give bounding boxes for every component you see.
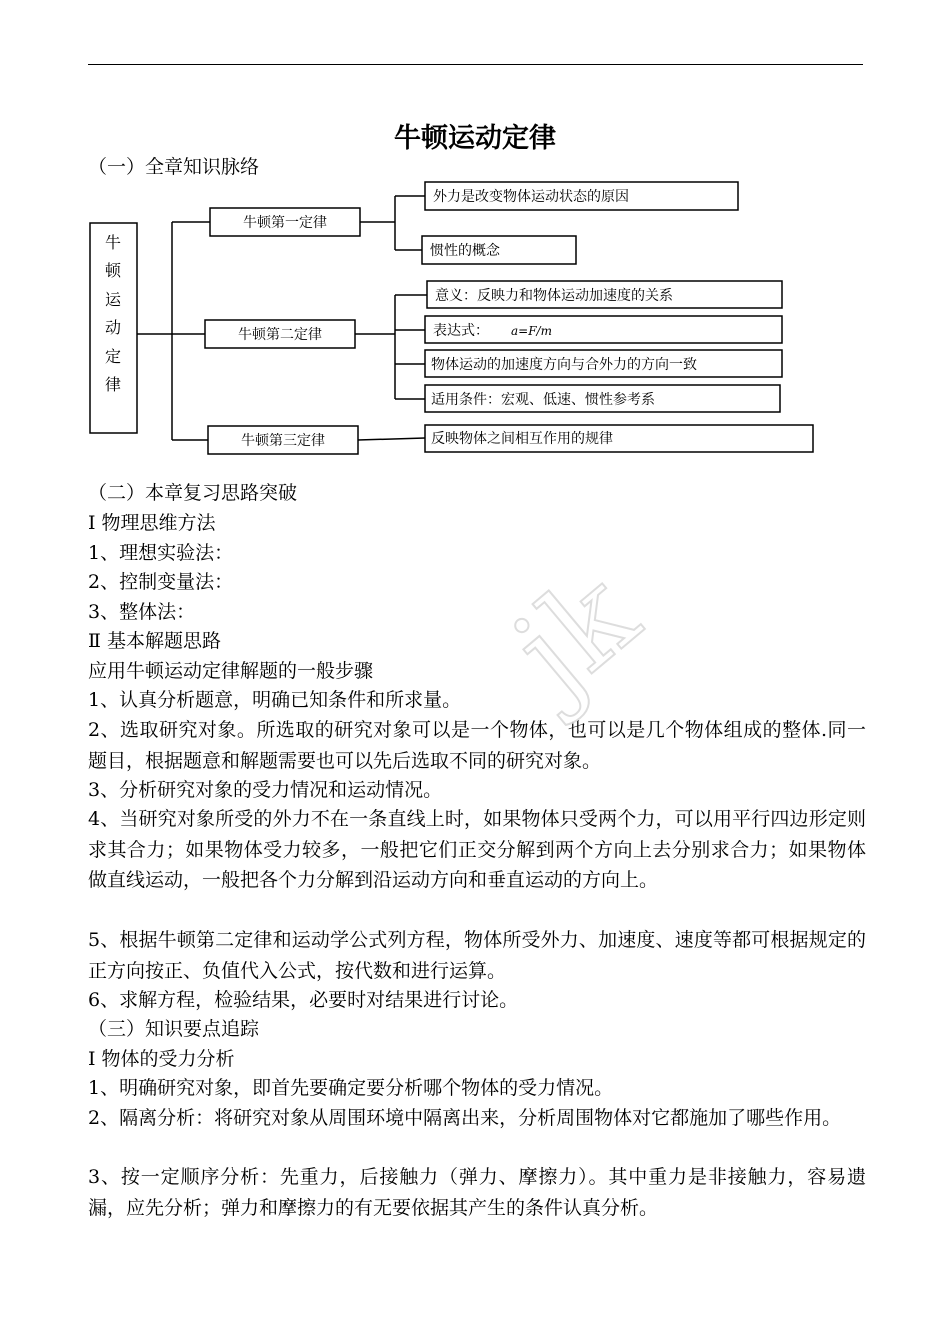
page-title: 牛顿运动定律 [394, 123, 556, 154]
section-heading-1: （一）全章知识脉络 [88, 156, 260, 178]
section-heading-2: （二）本章复习思路突破 [88, 482, 298, 504]
method-2: 2、控制变量法： [88, 571, 234, 593]
root-char-5: 定 [104, 347, 122, 366]
law2-item-3: 物体运动的加速度方向与合外力的方向一致 [431, 357, 697, 373]
method-1: 1、理想实验法： [88, 542, 234, 564]
step-5: 5、根据牛顿第二定律和运动学公式列方程，物体所受外力、加速度、速度等都可根据规定的正方向按正、负值代入公式，按代数和进行运算。 [88, 929, 866, 982]
step-4: 4、当研究对象所受的外力不在一条直线上时，如果物体只受两个力，可以用平行四边形定则求其合力；如果物体受力较多，一般把它们正交分解到两个方向上去分别求合力；如果物体做直线运动，一般把各个力分解到沿运动方向和垂直运动的方向上。 [88, 808, 866, 891]
law3-item-1: 反映物体之间相互作用的规律 [431, 431, 613, 447]
step-1: 1、认真分析题意，明确已知条件和所求量。 [88, 689, 462, 711]
method-3: 3、整体法： [88, 601, 196, 623]
law3-label: 牛顿第三定律 [241, 433, 325, 449]
formula-text: a=F/m [511, 324, 552, 338]
subheading-steps: Ⅱ 基本解题思路 [88, 630, 221, 652]
root-char-6: 律 [104, 375, 122, 394]
root-char-1: 牛 [104, 233, 122, 252]
section-heading-3: （三）知识要点追踪 [88, 1018, 260, 1040]
law1-item-2: 惯性的概念 [430, 243, 500, 259]
analysis-2: 2、隔离分析：将研究对象从周围环境中隔离出来，分析周围物体对它都施加了哪些作用。 [88, 1107, 842, 1129]
law2-label: 牛顿第二定律 [238, 327, 322, 343]
knowledge-diagram [0, 0, 950, 470]
analysis-3: 3、按一定顺序分析：先重力，后接触力（弹力、摩擦力）。其中重力是非接触力，容易遗漏，应先分析；弹力和摩擦力的有无要依据其产生的条件认真分析。 [88, 1166, 866, 1219]
subheading-force-analysis: Ⅰ 物体的受力分析 [88, 1048, 235, 1070]
root-char-2: 顿 [104, 261, 122, 280]
step-2: 2、选取研究对象。所选取的研究对象可以是一个物体，也可以是几个物体组成的整体.同一题目，根据题意和解题需要也可以先后选取不同的研究对象。 [88, 719, 866, 772]
law1-item-1: 外力是改变物体运动状态的原因 [433, 189, 629, 205]
step-6: 6、求解方程，检验结果，必要时对结果进行讨论。 [88, 989, 519, 1011]
root-char-3: 运 [104, 290, 122, 309]
subheading-methods: Ⅰ 物理思维方法 [88, 512, 216, 534]
law2-item-1: 意义：反映力和物体运动加速度的关系 [435, 288, 673, 304]
step-3: 3、分析研究对象的受力情况和运动情况。 [88, 779, 443, 801]
analysis-1: 1、明确研究对象，即首先要确定要分析哪个物体的受力情况。 [88, 1077, 614, 1099]
law2-item-2: 表达式： [433, 323, 489, 339]
diagram-connectors [90, 182, 813, 454]
steps-intro: 应用牛顿运动定律解题的一般步骤 [88, 660, 374, 682]
law1-label: 牛顿第一定律 [243, 215, 327, 231]
root-char-4: 动 [104, 318, 122, 337]
watermark-text: jk [489, 545, 663, 723]
law2-item-4: 适用条件：宏观、低速、惯性参考系 [431, 392, 655, 408]
